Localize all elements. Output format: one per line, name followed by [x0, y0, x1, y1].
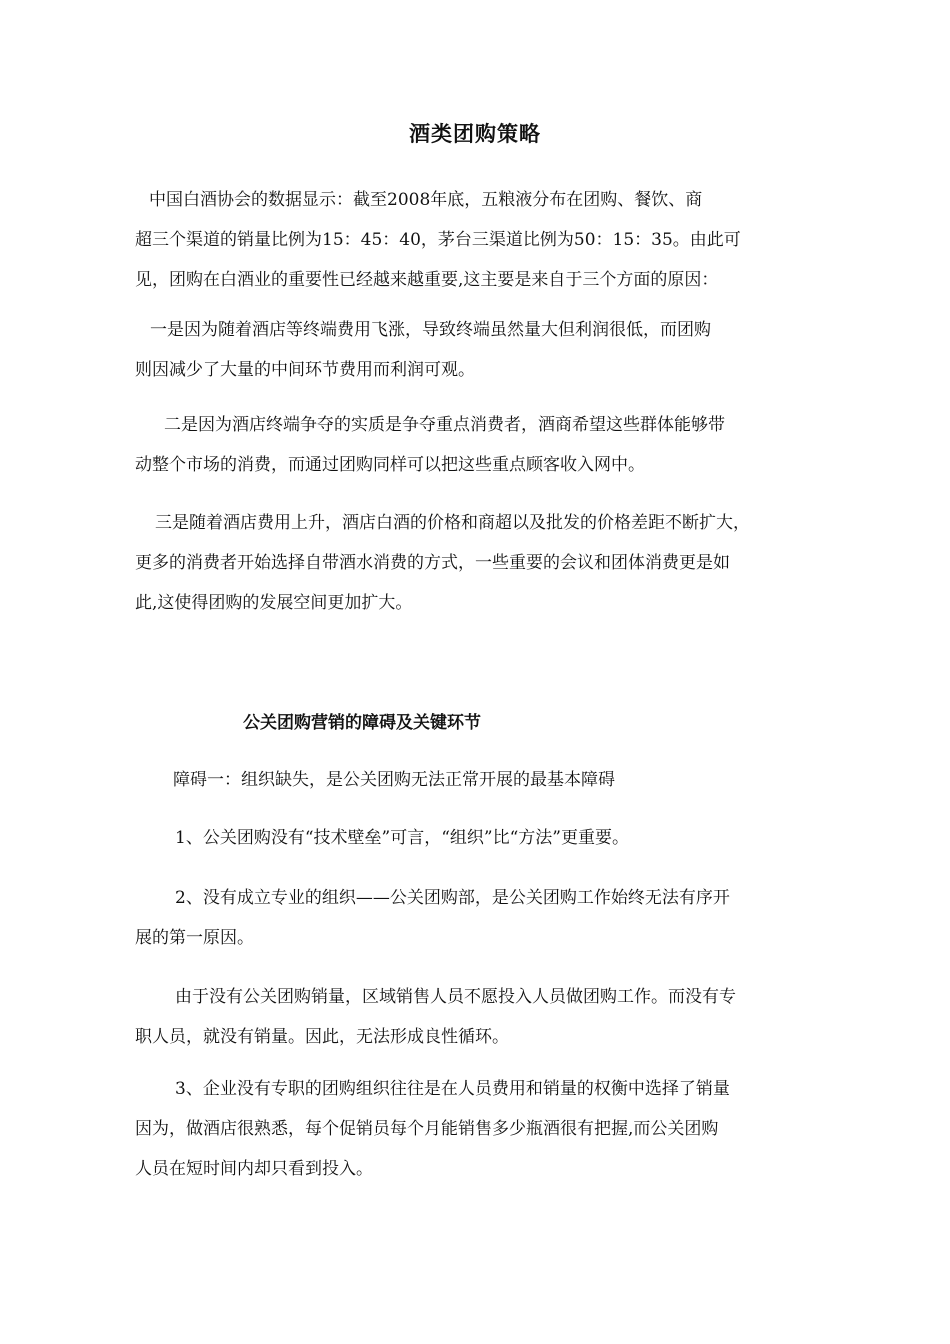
point-three-paragraph: [135, 1069, 805, 1189]
paragraph-line: 由于没有公关团购销量，区域销售人员不愿投入人员做团购工作。而没有专: [175, 987, 736, 1007]
paragraph-line: 2、没有成立专业的组织——公关团购部，是公关团购工作始终无法有序开: [175, 888, 730, 908]
paragraph-line: 障碍一：组织缺失，是公关团购无法正常开展的最基本障碍: [173, 770, 615, 790]
paragraph-line: 3、企业没有专职的团购组织往往是在人员费用和销量的权衡中选择了销量: [175, 1079, 730, 1099]
paragraph-line: 此,这使得团购的发展空间更加扩大。: [135, 593, 413, 613]
paragraph-line: 更多的消费者开始选择自带酒水消费的方式，一些重要的会议和团体消费更是如: [135, 553, 730, 573]
paragraph-line: 动整个市场的消费，而通过团购同样可以把这些重点顾客收入网中。: [135, 455, 645, 475]
point-two-paragraph: [135, 878, 805, 958]
paragraph-line: 二是因为酒店终端争夺的实质是争夺重点消费者，酒商希望这些群体能够带: [164, 415, 725, 435]
paragraph-line: 展的第一原因。: [135, 928, 254, 948]
paragraph-line: 则因减少了大量的中间环节费用而利润可观。: [135, 360, 475, 380]
obstacle-one-paragraph: [135, 760, 805, 800]
paragraph-line: 一是因为随着酒店等终端费用飞涨，导致终端虽然量大但利润很低，而团购: [150, 320, 711, 340]
paragraph-line: 见，团购在白酒业的重要性已经越来越重要,这主要是来自于三个方面的原因：: [135, 270, 719, 290]
paragraph-line: 人员在短时间内却只看到投入。: [135, 1159, 373, 1179]
reason-two-paragraph: [135, 405, 805, 485]
point-two-note-paragraph: [135, 977, 805, 1057]
document-title: 酒类团购策略: [409, 122, 541, 146]
reason-one-paragraph: [135, 310, 805, 390]
reason-three-paragraph: [135, 503, 805, 623]
paragraph-line: 1、公关团购没有“技术壁垒”可言，“组织”比“方法”更重要。: [175, 828, 629, 848]
paragraph-line: 职人员，就没有销量。因此，无法形成良性循环。: [135, 1027, 509, 1047]
paragraph-line: 因为，做酒店很熟悉，每个促销员每个月能销售多少瓶酒很有把握,而公关团购: [135, 1119, 719, 1139]
paragraph-line: 中国白酒协会的数据显示：截至2008年底，五粮液分布在团购、餐饮、商: [149, 190, 703, 210]
section-title: 公关团购营销的障碍及关键环节: [243, 713, 481, 733]
intro-paragraph: [135, 180, 805, 300]
point-one-paragraph: [135, 818, 805, 858]
paragraph-line: 三是随着酒店费用上升，酒店白酒的价格和商超以及批发的价格差距不断扩大，: [155, 513, 750, 533]
paragraph-line: 超三个渠道的销量比例为15：45：40，茅台三渠道比例为50：15：35。由此可: [135, 230, 741, 250]
